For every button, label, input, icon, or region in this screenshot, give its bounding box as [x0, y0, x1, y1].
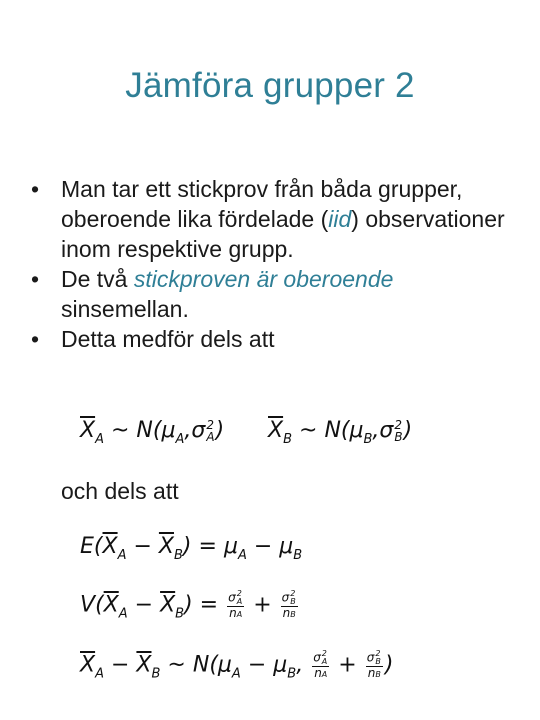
bullet-3 [24, 324, 524, 354]
bullet-list [24, 174, 524, 354]
bullet-2-highlight: stickproven är oberoende [133, 266, 394, 292]
bullet-2 [24, 264, 524, 324]
bullet-dot: • [31, 266, 40, 292]
bullet-1-highlight: iid [328, 206, 352, 232]
och-dels-att: och dels att [61, 478, 179, 504]
formula-xb-dist: $\overline{X}_B$ ~ $N(\mu_B,\sigma$ 2 B ) [268, 418, 413, 447]
bullet-1-text-a: Man tar ett stickprov från båda grupper, oberoende lika fördelade ( [61, 176, 463, 232]
bullet-1-text-b: ) observationer inom respektive grupp. [61, 206, 505, 262]
bullet-2-text-a: De två [61, 266, 134, 292]
bullet-1 [24, 174, 524, 264]
formula-expectation: $E(\overline{X}_A - \overline{X}_B) = \mu_A - \mu_B$ [80, 534, 303, 563]
formula-variance: $V(\overline{X}_A - \overline{X}_B)$ = σ 2 A nA + σ 2 B nB [80, 589, 296, 622]
bullet-3-text-a: Detta medför dels att [61, 326, 275, 352]
bullet-dot: • [31, 176, 40, 202]
formula-xa-dist: $\overline{X}_A$ ~ $N(\mu_A,\sigma$ 2 A ) [80, 418, 225, 447]
formula-difference-dist: $\overline{X}_A - \overline{X}_B$ ~ $N(\mu_A - \mu_B$, σ 2 A nA + σ 2 B nB ) [80, 649, 394, 682]
bullet-2-text-b: sinsemellan. [61, 296, 189, 322]
bullet-dot: • [31, 326, 40, 352]
slide-title: Jämföra grupper 2 [125, 66, 415, 105]
